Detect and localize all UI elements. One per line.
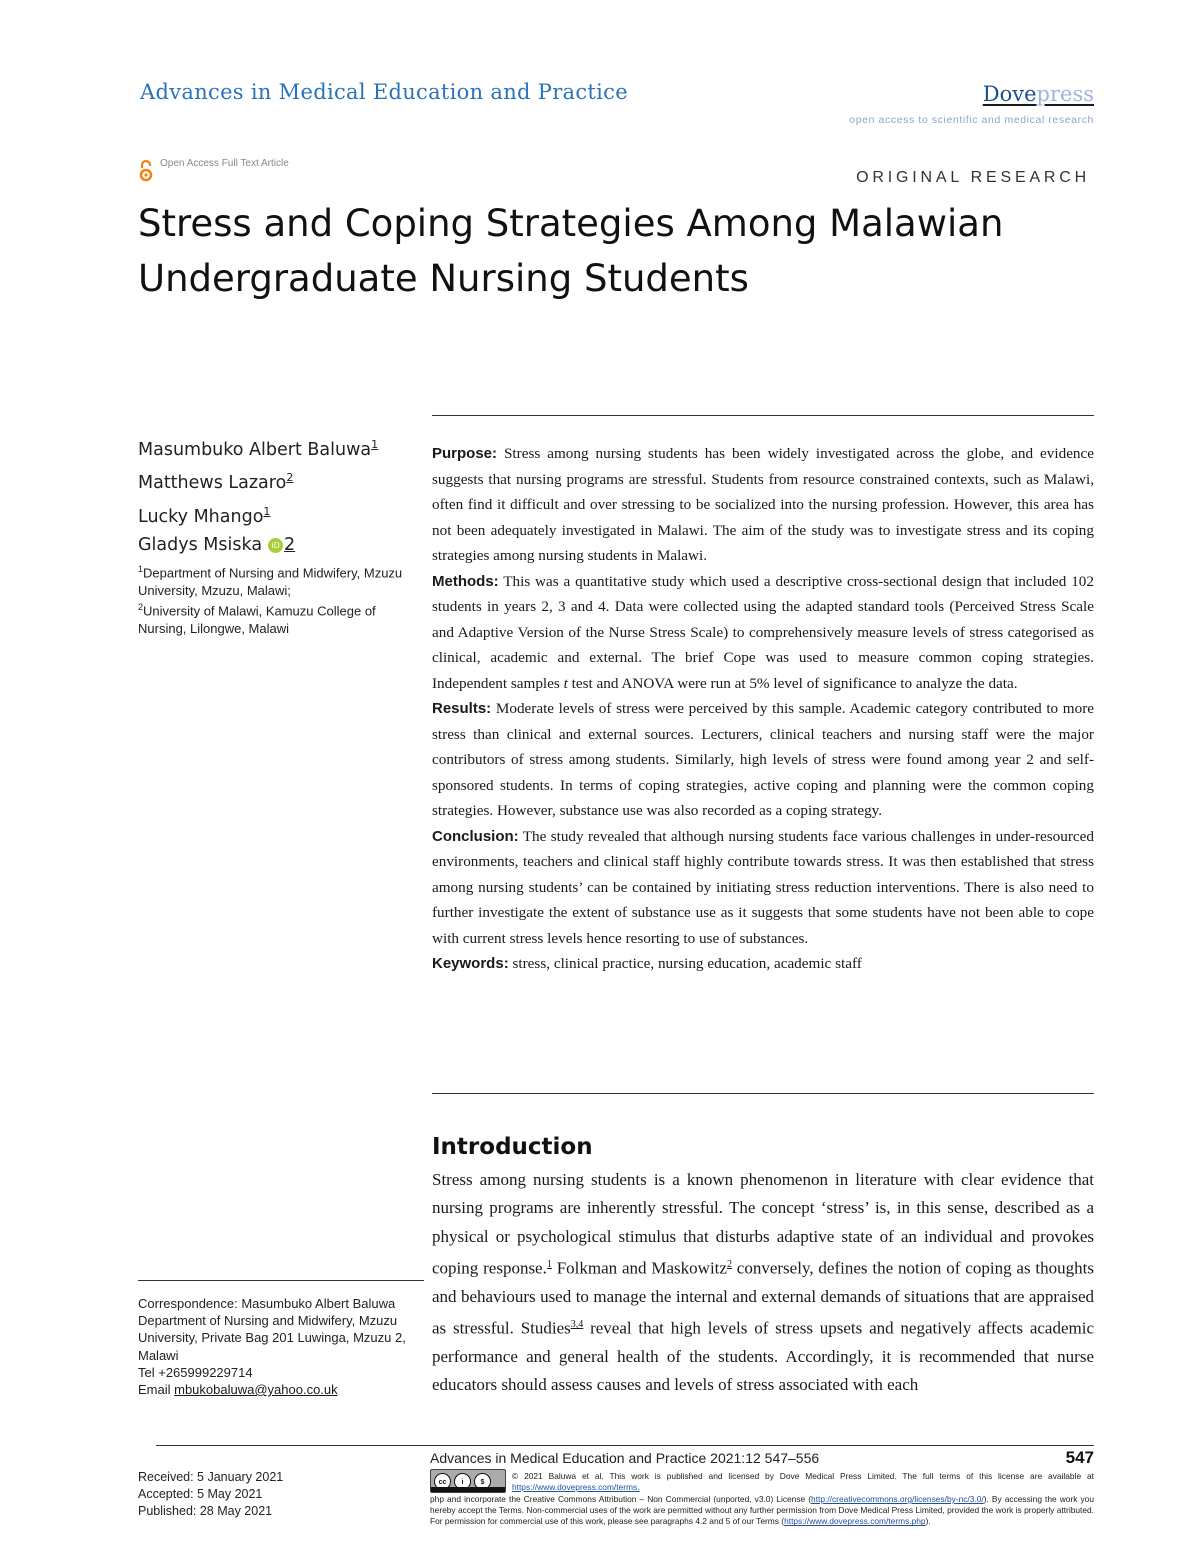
publication-dates: [138, 1469, 283, 1520]
terms-link[interactable]: https://www.dovepress.com/terms.: [512, 1482, 640, 1493]
article-title: Stress and Coping Strategies Among Malawian Undergraduate Nursing Students: [138, 202, 1004, 300]
open-access-label: Open Access Full Text Article: [160, 158, 289, 169]
affiliation-ref[interactable]: 2: [286, 471, 294, 485]
footer-citation: Advances in Medical Education and Practice 2021:12 547–556: [430, 1450, 820, 1466]
introduction-paragraph: Stress among nursing students is a known phenomenon in literature with clear evidence that nursing programs are inherently stressful. The concept ‘stress’ is, in this sense, described as a physical or psychological stimulus that disturbs adaptive state of an individual and provokes coping response.$^1$ Folkman and Maskowitz$^2$ conversely, defines the notion of coping as thoughts and behaviours used to manage the internal and external demands of situations that are appraised as stressful. Studies$^{3,4}$ reveal that high levels of stress upsets and negatively affects academic performance and general health of the students. Accordingly, it is recommended that nurse educators should assess causes and levels of stress associated with each: [432, 1170, 1095, 1395]
abstract: [432, 441, 1094, 977]
license-text: © 2021 Baluwa et al. This work is published and licensed by Dove Medical Press Limited. The full terms of this license are available at https://www.dovepress.com/terms.: [512, 1471, 1094, 1493]
author[interactable]: Matthews Lazaro$^2$: [138, 471, 294, 494]
citation-ref[interactable]: 2: [726, 1258, 732, 1270]
correspondence-tel: Tel +265999229714: [138, 1364, 253, 1380]
tagline: open access to scientific and medical research: [849, 114, 1094, 126]
page-number: 547: [1065, 1448, 1094, 1467]
author[interactable]: Gladys Msiska iD 2: [138, 534, 296, 555]
abstract-purpose: Purpose: Stress among nursing students has been widely investigated across the globe, and evidence suggests that nursing programs are stressful. Students from resource constrained contexts, such as Malawi, often find it difficult and over stressing to be socialized into the nursing profession. However, this area has not been adequately investigated in Malawi. The aim of the study was to investigate stress and its coping strategies among nursing students in Malawi.: [432, 445, 1095, 564]
license-text-continued: php and incorporate the Creative Commons Attribution – Non Commercial (unported, v3.0) License (http://creativecommons.org/licenses/by-nc/3.0/). By accessing the work you hereby accept the Terms. Non-commercial uses of the work are permitted without any further permission from Dove Medical Press Limited, provided the work is properly attributed. For permission for commercial use of this work, please see paragraphs 4.2 and 5 of our Terms (https://www.dovepress.com/terms.php).: [430, 1494, 1094, 1527]
divider-top: [432, 415, 1094, 416]
author-list: [138, 431, 378, 559]
correspondence-email-link[interactable]: mbukobaluwa@yahoo.co.uk: [174, 1382, 338, 1398]
citation-ref[interactable]: 1: [546, 1258, 552, 1270]
abstract-methods: Methods: This was a quantitative study which used a descriptive cross-sectional design that included 102 students in years 2, 3 and 4. Data were collected using the adapted standard tools (Perceived Stress Scale and Adaptive Version of the Nurse Stress Scale) to comprehensively measure levels of stress categorised as clinical, academic and external. The brief Cope was used to measure common coping strategies. Independent samples t test and ANOVA were run at 5% level of significance to analyze the data.: [432, 572, 1094, 692]
author[interactable]: Masumbuko Albert Baluwa$^1$: [138, 438, 379, 460]
section-heading-introduction: Introduction: [432, 1134, 593, 1160]
correspondence-address: Department of Nursing and Midwifery, Mzuzu University, Private Bag 201 Luwinga, Mzuzu 2, Malawi: [138, 1313, 406, 1363]
abstract-results: Results: Moderate levels of stress were perceived by this sample. Academic category contributed to more stress than clinical and external sources. Lecturers, clinical teachers and nursing staff were the major contributors of stress among students. Similarly, high levels of stress were found among year 2 and self-sponsored students. In terms of coping strategies, active coping and planning were the common coping strategies. However, substance use was also recorded as a coping strategy.: [432, 700, 1094, 819]
footer-divider: [156, 1445, 1094, 1446]
open-access-icon: [138, 160, 154, 182]
affiliation-ref[interactable]: 1: [371, 438, 379, 451]
abstract-conclusion: Conclusion: The study revealed that although nursing students face various challenges in under-resourced environments, teachers and clinical staff highly contribute towards stress. It was then established that stress among nursing students’ can be contained by initiating stress reduction interventions. There is also need to further investigate the extent of substance use as it suggests that some students have not been able to cope with current stress levels hence resorting to use of substances.: [432, 827, 1094, 947]
orcid-icon[interactable]: iD: [268, 538, 283, 553]
article-type: ORIGINAL RESEARCH: [856, 169, 1090, 186]
correspondence-divider: [138, 1280, 424, 1281]
correspondence-name: Correspondence: Masumbuko Albert Baluwa: [138, 1296, 396, 1311]
brand-press: press: [1036, 82, 1094, 106]
correspondence-block: Correspondence: Masumbuko Albert Baluwa Department of Nursing and Midwifery, Mzuzu University, Private Bag 201 Luwinga, Mzuzu 2, Malawi Tel +265999229714 Email mbukobaluwa@yahoo.co.uk: [138, 1295, 418, 1398]
affiliations: $^1$Department of Nursing and Midwifery, Mzuzu University, Mzuzu, Malawi; $^2$University of Malawi, Kamuzu College of Nursing, Lilongwe, Malawi: [138, 564, 403, 637]
terms-php-link[interactable]: https://www.dovepress.com/terms.php: [784, 1516, 926, 1527]
accepted-date: Accepted: 5 May 2021: [138, 1487, 263, 1501]
affiliation-ref[interactable]: 1: [263, 504, 271, 518]
abstract-keywords: Keywords: stress, clinical practice, nursing education, academic staff: [432, 955, 862, 972]
published-date: Published: 28 May 2021: [138, 1504, 273, 1518]
author[interactable]: Lucky Mhango$^1$: [138, 504, 271, 527]
divider-bottom: [432, 1093, 1094, 1094]
received-date: Received: 5 January 2021: [138, 1470, 284, 1484]
dovepress-logo[interactable]: [983, 82, 1094, 106]
creative-commons-icon[interactable]: cc i $: [430, 1469, 506, 1493]
license-link[interactable]: http://creativecommons.org/licenses/by-nc/3.0/: [811, 1494, 984, 1504]
journal-name: Advances in Medical Education and Practice: [140, 80, 628, 104]
affiliation-ref[interactable]: 2: [284, 534, 296, 555]
brand-dove: Dove: [982, 82, 1037, 106]
citation-ref[interactable]: 3,4: [570, 1319, 584, 1331]
